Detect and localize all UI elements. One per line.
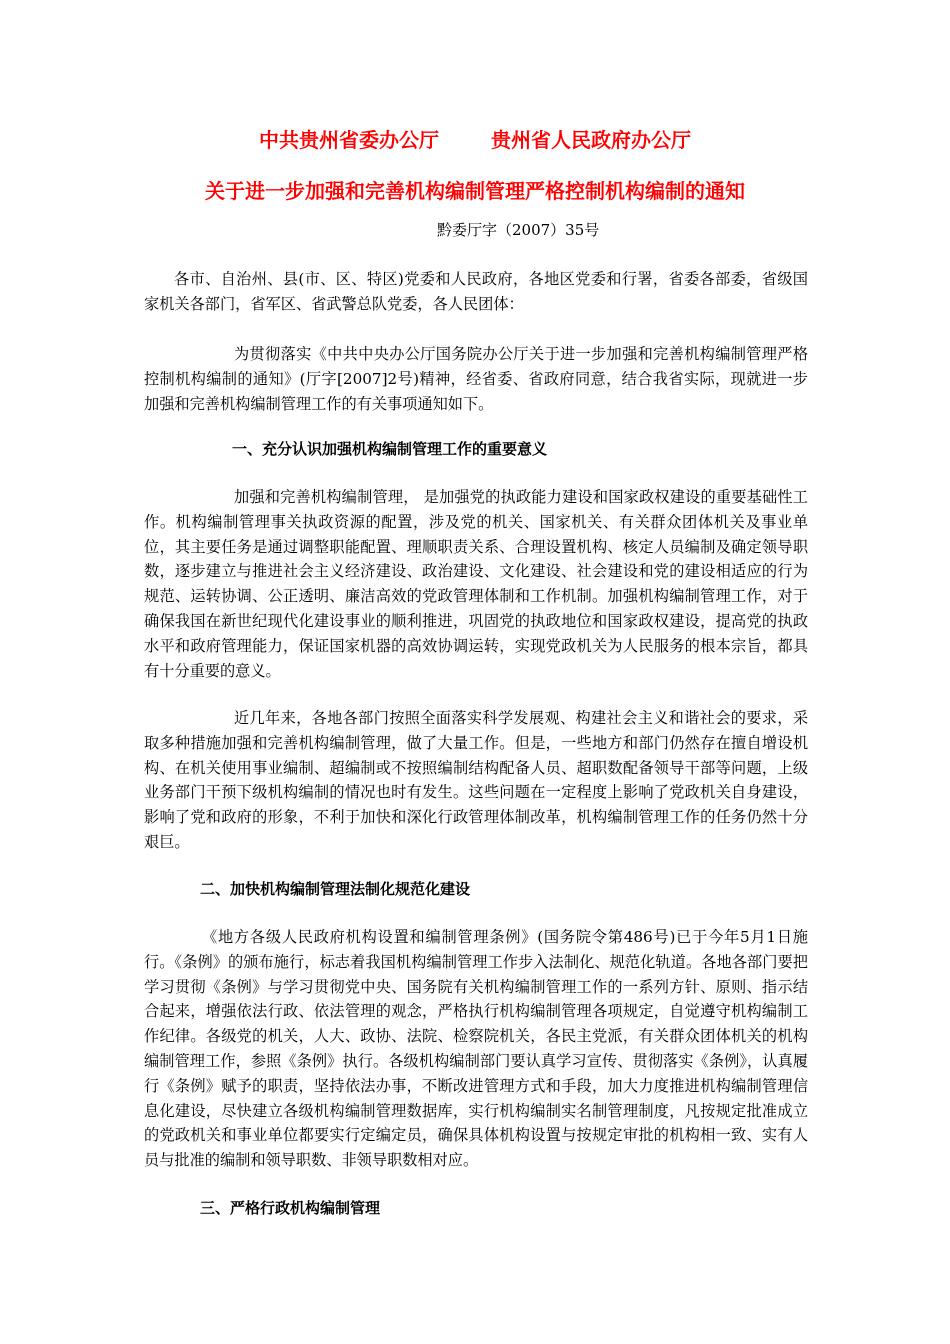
- section2-heading: 二、加快机构编制管理法制化规范化建设: [200, 880, 471, 898]
- section3-heading: 三、严格行政机构编制管理: [200, 1199, 381, 1217]
- section2-paragraph-1: 《地方各级人民政府机构设置和编制管理条例》(国务院令第486号)已于今年5月1日施行。《条例》的颁布施行，标志着我国机构编制管理工作步入法制化、规范化轨道。各地各部门要把学习贯彻《条例》与学习贯彻党中央、国务院有关机构编制管理工作的一系列方针、原则、指示结合起来，增强依法行政、依法管理的观念，严格执行机构编制管理各项规定，自觉遵守机构编制工作纪律。各级党的机关，人大、政协、法院、检察院机关，各民主党派，有关群众团体机关的机构编制管理工作，参照《条例》执行。各级机构编制部门要认真学习宣传、贯彻落实《条例》，认真履行《条例》赋予的职责，坚持依法办事，不断改进管理方式和手段，加大力度推进机构编制管理信息化建设，尽快建立各级机构编制管理数据库，实行机构编制实名制管理制度，凡按规定批准成立的党政机关和事业单位都要实行定编定员，确保具体机构设置与按规定审批的机构相一致、实有人员与批准的编制和领导职数、非领导职数相对应。: [144, 928, 808, 1170]
- document-title: 关于进一步加强和完善机构编制管理严格控制机构编制的通知: [205, 179, 745, 203]
- intro-paragraph: 为贯彻落实《中共中央办公厅国务院办公厅关于进一步加强和完善机构编制管理严格控制机构编制的通知》(厅字[2007]2号)精神，经省委、省政府同意，结合我省实际，现就进一步加强和完善机构编制管理工作的有关事项通知如下。: [144, 345, 808, 413]
- section1-paragraph-1: 加强和完善机构编制管理， 是加强党的执政能力建设和国家政权建设的重要基础性工作。机构编制管理事关执政资源的配置，涉及党的机关、国家机关、有关群众团体机关及事业单位，其主要任务是通过调整职能配置、理顺职责关系、合理设置机构、核定人员编制及确定领导职数，逐步建立与推进社会主义经济建设、政治建设、文化建设、社会建设和党的建设相适应的行为规范、运转协调、公正透明、廉洁高效的党政管理体制和工作机制。加强机构编制管理工作，对于确保我国在新世纪现代化建设事业的顺利推进，巩固党的执政地位和国家政权建设，提高党的执政水平和政府管理能力，保证国家机器的高效协调运转，实现党政机关为人民服务的根本宗旨，都具有十分重要的意义。: [144, 488, 808, 680]
- issuer-line: [0, 124, 950, 153]
- issuer-left: 中共贵州省委办公厅: [259, 128, 439, 152]
- addressees-paragraph: 各市、自治州、县(市、区、特区)党委和人民政府，各地区党委和行署，省委各部委，省级国家机关各部门，省军区、省武警总队党委，各人民团体：: [144, 270, 808, 313]
- section1-heading: 一、充分认识加强机构编制管理工作的重要意义: [232, 440, 548, 458]
- issuer-right: 贵州省人民政府办公厅: [491, 128, 691, 152]
- section1-paragraph-2: 近几年来，各地各部门按照全面落实科学发展观、构建社会主义和谐社会的要求，采取多种措施加强和完善机构编制管理，做了大量工作。但是，一些地方和部门仍然存在擅自增设机构、在机关使用事业编制、超编制或不按照编制结构配备人员、超职数配备领导干部等问题，上级业务部门干预下级机构编制的情况也时有发生。这些问题在一定程度上影响了党政机关自身建设，影响了党和政府的形象，不利于加快和深化行政管理体制改革，机构编制管理工作的任务仍然十分艰巨。: [144, 709, 808, 851]
- document-number: 黔委厅字（2007）35号: [437, 221, 600, 239]
